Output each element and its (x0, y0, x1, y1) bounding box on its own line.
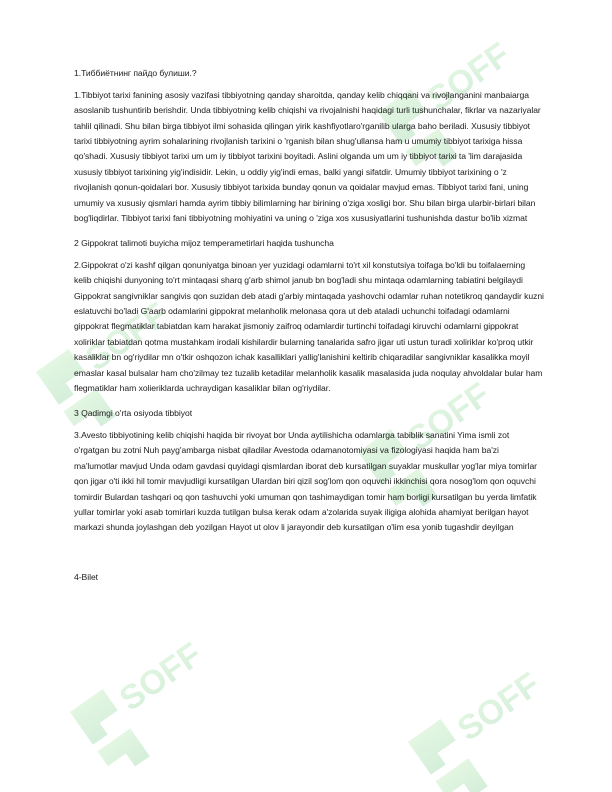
section-3-title: 3 Qadimgi o'rta osiyoda tibbiyot (74, 408, 193, 419)
section-2-title: 2 Gippokrat talimoti buyicha mijoz temperametirlari haqida tushuncha (74, 238, 334, 249)
watermark-text: SOFF (112, 635, 209, 719)
soff-logo-icon (408, 719, 488, 792)
watermark-text: SOFF (78, 295, 175, 379)
ticket-label: 4-Bilet (74, 571, 99, 582)
document-body (74, 66, 544, 595)
watermark-text: SOFF (450, 665, 547, 749)
soff-logo-icon (70, 689, 150, 779)
watermark-text: SOFF (420, 35, 517, 119)
section-2-answer: 2.Gippokrat o'zi kashf qilgan qonuniyatga binoan yer yuzidagi odamlarni to'rt xil konstutsiya toifaga bo'ldi bu toifalaerning kelib chiqishi dunyoning to'rt mintaqasi sharq g'arb shimol janub bn bog'ladi shu mintaqa odamlarning tabiatini belgilaydi Gippokrat sangivniklar sangivis qon suzidan deb atadi g'arbiy mintaqada yashovchi odamlar ruhan notetikroq qandaydir kuzni eslatuvchi bo'ladi G'aarb odamlarini gippokrat melanholik melonasa qora ut deb ataladi uchunchi toifadagi odamlarni gippokrat flegmatiklar tabiatdan kam harakat jismoniy zaifroq odamlardir turtinchi toifadagi kiruvchi odamlarni gippokrat xoliriklar tabiatdan qotma mustahkam irodali kishilardir bularning tanalarida safro jigar uti ustun turadi xoliriklar ko'proq utkir kasaliklar bn og'riydilar mn o'tkir oshqozon ichak kasalliklari yallig'lanishini keltirib chiqaradilar sangivniklar kasalikka moyil emaslar kasal bulsalar ham cho'zilmay tez tuzalib ketadilar melanholik kasalik masalasida juda noqulay ahvoldalar bular ham flegmatiklar ham xolieriklarda uchraydigan kasaliklar bilan og'riydilar. (74, 259, 544, 394)
section-1-title: 1.Тиббиётнинг пайдо булиши.? (74, 68, 197, 78)
watermark-text: SOFF (400, 375, 497, 459)
section-3-answer: 3.Avesto tibbiyotining kelib chiqishi haqida bir rivoyat bor Unda aytilishicha odamlarga tabiblik sanatini Yima ismli zot o'rgatgan bu zotni Nuh payg'ambarga nisbat qiladilar Avestoda odamanotomiyasi va fizologiyasi haqida ham ba'zi ma'lumotlar mavjud Unda odam gavdasi quyidagi qismlardan iborat deb kursatilgan suyaklar muskullar yog'lar miya tomirlar qon jigar o'ti ikki hil tomir mavjudligi kursatilgan Ulardan biri qizil sog'lom qon oquvchi ikkinchisi qora nosog'lom qon oquvchi tomirdir Bulardan tashqari oq qon tashuvchi yoki umuman qon tashimaydigan tomir ham borligi kursatilgan bu yerda limfatik yullar tomirlar yoki asab tomirlari kuzda tutilgan bulsa kerak odam a'zolarida suyak iligiga alohida ahamiyat berilgan hayot markazi shunda joylashgan deb yozilgan Hayot ut olov li jarayondir deb kursatilgan o'lim esa yonib tugashdir deyilgan (74, 429, 537, 533)
section-1-answer: 1.Tibbiyot tarixi fanining asosiy vazifasi tibbiyotning qanday sharoitda, qanday kelib chiqqani va rivojlanganini manbaiarga asoslanib tushuntirib berishdir. Unda tibbiyotning kelib chiqishi va rivojalnishi haqidagi turli tushunchalar, fikrlar va nazariyalar tahlil qilinadi. Shu bilan birga tibbiyot ilmi sohasida qilingan yirik kashfiyotlaro'rganilib ularga baho beriladi. Xususiy tibbiyot tarixi tibbiyotning ayrim sohalarining rivojlanish tarixini o 'rganish bilan shug'ullansa ham u umumiy tibbiyot tarixiga hissa qo'shadi. Xususiy tibbiyot tarixi um um iy tibbiyot tarixini boyitadi. Aslini olganda um um iy tibbiyot tarixi ta 'lim darajasida xususiy tibbiyot tarixining yig'indisidir. Lekin, u oddiy yig'indi emas, balki yangi sifatdir. Umumiy tibbiyot tarixining o 'z rivojlanish qonun-qoidalari bor. Xususiy tibbiyot tarixida bunday qonun va qoidalar mavjud emas. Tibbiyot tarixi fani, uning umumiy va xususiy qismlari hamda ayrim tibbiy bilimlarning har birining o'ziga xosligi bor. Shu bilan birga ularbir-birlari bilan bog'liqdirlar. Tibbiyot tarixi fani tibbiyotning mohiyatini va uning o 'ziga xos xususiyatlarini tushunishda dastur bo'lib xizmat (74, 89, 541, 224)
